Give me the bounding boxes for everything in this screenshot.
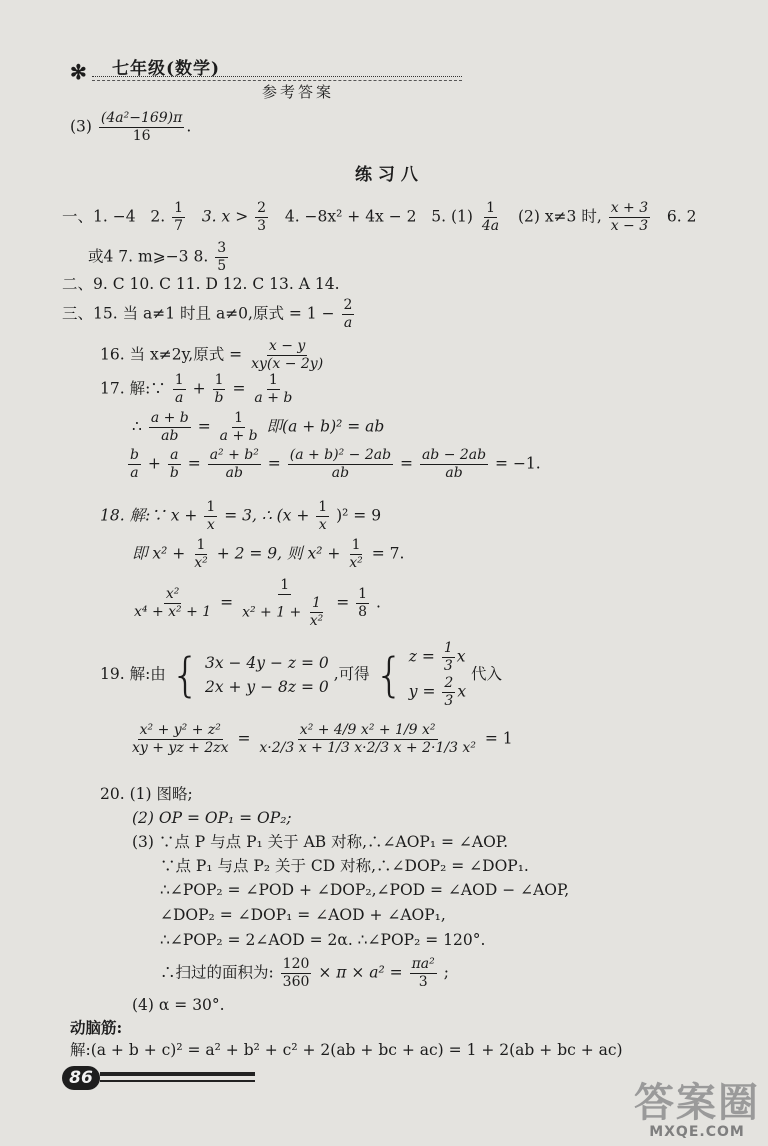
- header-rule: [92, 76, 462, 77]
- page-number: 86: [62, 1066, 100, 1090]
- brain-title: 动脑筋:: [70, 1018, 123, 1037]
- left-brace: {: [170, 648, 201, 702]
- q16: 16. 当 x≠2y,原式 = $\frac{x - y}{xy(x - 2y)}$: [100, 338, 324, 372]
- header-star: ✻: [70, 60, 87, 84]
- book-title: 七年级(数学): [112, 59, 221, 79]
- q20-line6: ∠DOP₂ = ∠DOP₁ = ∠AOD + ∠AOP₁,: [160, 906, 446, 924]
- q19-result: $\frac{\text{x² + y² + z²}}{xy + yz + 2zx}$ = $\frac{\text{x² + 4/9 x² + 1/9 x²}}{\text{x·2/3 x + 1/3 x·2/3 x + 2·1/3 x²}}$ = 1: [132, 722, 513, 756]
- q15: 三、15. 当 a≠1 时且 a≠0,原式 = 1 − $\frac{2}{a}$: [62, 297, 353, 331]
- brain-solution: 解:(a + b + c)² = a² + b² + c² + 2(ab + bc + ac) = 1 + 2(ab + bc + ac): [70, 1041, 623, 1059]
- q20-line1: 20. (1) 图略;: [100, 785, 193, 803]
- q20-line4: ∵点 P₁ 与点 P₂ 关于 CD 对称,∴∠DOP₂ = ∠DOP₁.: [160, 857, 529, 875]
- item-3: (3) $\frac{\text{(4a²−169)π}}{16}$ .: [70, 110, 192, 144]
- watermark-logo: 答案圈: [634, 1080, 760, 1126]
- q17-line1: 17. 解:∵ $\frac{1}{a}$ + $\frac{1}{b}$ = $\frac{1}{a + b}$: [100, 372, 293, 406]
- q20-line7: ∴∠POP₂ = 2∠AOD = 2α. ∴∠POP₂ = 120°.: [160, 931, 486, 949]
- q20-line2: (2) OP = OP₁ = OP₂;: [132, 809, 292, 827]
- left-brace-2: {: [374, 648, 404, 702]
- part2-line: 二、9. C 10. C 11. D 12. C 13. A 14.: [62, 275, 340, 293]
- q20-area: ∴扫过的面积为: $\frac{120}{360}$ × π × a² = $\frac{\text{πa²}}{3}$ ;: [160, 956, 449, 990]
- q18-line2: 即 x² + $\frac{1}{\text{x²}}$ + 2 = 9, 则 x² + $\frac{1}{\text{x²}}$ = 7.: [132, 537, 405, 571]
- q19-system: 19. 解:由 { 3x − 4y − z = 0 2x + y − 8z = 0 ,可得 { z = $\frac{1}{3}$ x y = $\frac{2}{3}$ x 代入: [100, 640, 503, 709]
- q18-line3: $\frac{\text{x²}}{\text{x⁴ + x² + 1}}$ = 1 x² + 1 + $\frac{1}{\text{x²}}$ = $\frac{1}{8}$ .: [134, 577, 381, 629]
- q17-line2: ∴ $\frac{a + b}{ab}$ = $\frac{1}{a + b}$ 即(a + b)² = ab: [132, 410, 385, 444]
- footer-bar-thin: [100, 1080, 255, 1082]
- part1-line2: 或4 7. m⩾−3 8. $\frac{3}{5}$: [88, 240, 227, 274]
- exercise-title: 练 习 八: [355, 165, 418, 185]
- q17-line3: $\frac{b}{a}$ + $\frac{a}{b}$ = $\frac{\text{a² + b²}}{ab}$ = $\frac{\text{(a + b)² − 2ab}}{ab}$ = $\frac{ab - 2ab}{ab}$ = −1.: [130, 447, 541, 481]
- q20-line5: ∴∠POP₂ = ∠POD + ∠DOP₂,∠POD = ∠AOD − ∠AOP,: [160, 881, 570, 899]
- footer-bar: [100, 1072, 255, 1076]
- watermark: [634, 1082, 760, 1140]
- watermark-url: MXQE.COM: [649, 1124, 745, 1140]
- item-3-fraction: $\frac{\text{(4a²−169)π}}{16}$: [100, 110, 183, 144]
- part1-line1: 一、1. −4 2. $\frac{1}{7}$ 3. x > $\frac{2}{3}$ 4. −8x² + 4x − 2 5. (1) $\frac{1}{4a}$ (2) x≠3 时, $\frac{x + 3}{x - 3}$ 6. 2: [62, 200, 697, 234]
- q18-line1: 18. 解:∵ x + $\frac{1}{x}$ = 3, ∴ (x + $\frac{1}{x}$ )² = 9: [100, 499, 382, 533]
- q20-line3: (3) ∵点 P 与点 P₁ 关于 AB 对称,∴∠AOP₁ = ∠AOP.: [132, 833, 509, 851]
- section-title: 参考答案: [262, 83, 335, 101]
- q20-part4: (4) α = 30°.: [132, 996, 225, 1014]
